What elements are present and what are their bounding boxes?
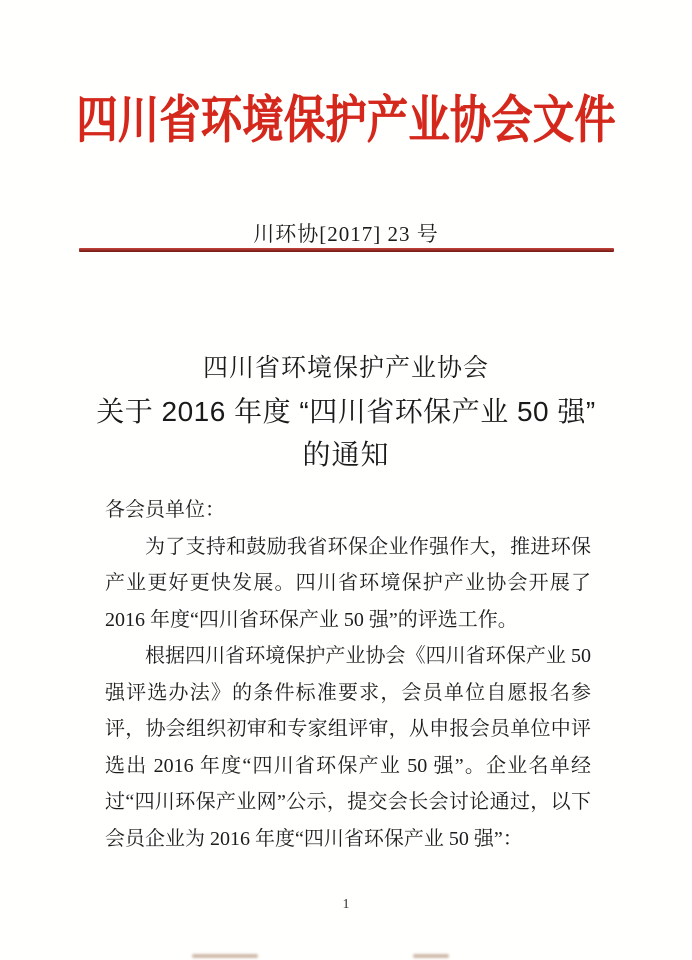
letterhead: [0, 91, 692, 149]
page-number: 1: [342, 897, 350, 912]
red-divider-line: [79, 248, 614, 252]
notice-title-organization: 四川省环境保护产业协会: [202, 354, 489, 382]
notice-title-suffix: 的通知: [302, 439, 390, 470]
notice-title-block: [0, 347, 692, 475]
scan-artifact-smudge: [192, 954, 258, 958]
scan-artifact-smudge: [413, 954, 449, 958]
letterhead-org-title: 四川省环境保护产业协会文件: [76, 91, 616, 149]
body-paragraph-1: 为了支持和鼓励我省环保企业作强作大，推进环保产业更好更快发展。四川省环境保护产业协会开展了 2016 年度“四川省环保产业 50 强”的评选工作。: [105, 535, 591, 631]
body-paragraph-2: 根据四川省环境保护产业协会《四川省环保产业 50 强评选办法》的条件标准要求，会员单位自愿报名参评，协会组织初审和专家组评审，从申报会员单位中评选出 2016 年度“四川省环保产业 50 强”。企业名单经过“四川环保产业网”公示，提交会长会讨论通过，以下会员企业为 2016 年度“四川省环保产业 50 强”：: [105, 645, 591, 850]
document-reference-number: 川环协[2017] 23 号: [253, 222, 439, 246]
notice-body: [105, 492, 591, 857]
salutation-line: 各会员单位：: [105, 499, 225, 521]
notice-title-subject: 关于 2016 年度 “四川省环保产业 50 强”: [96, 396, 596, 427]
